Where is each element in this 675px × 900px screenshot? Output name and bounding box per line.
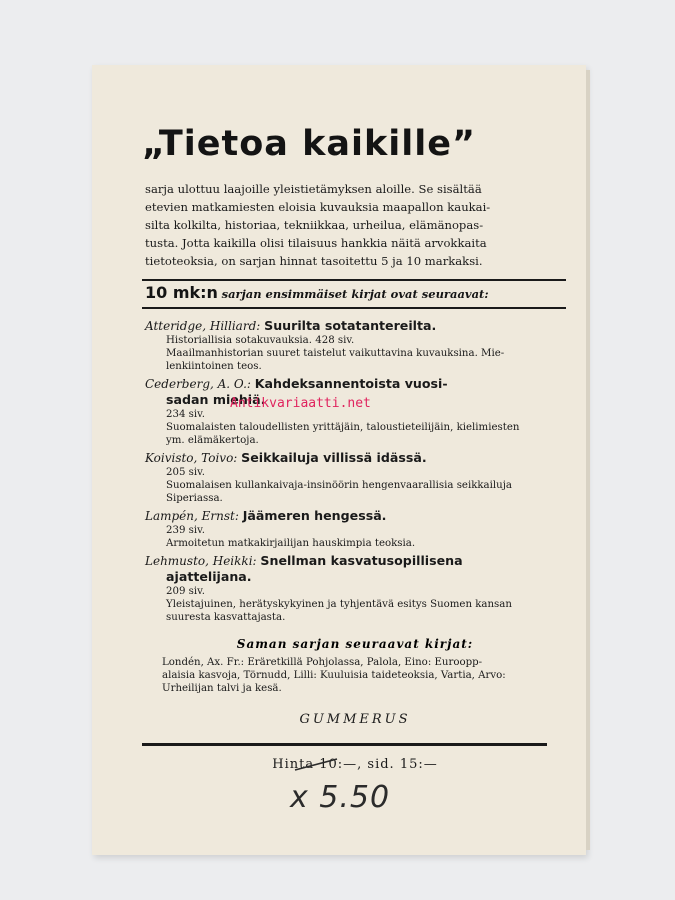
book-title: Suurilta sotatantereilta. [264,318,437,333]
book-entry [145,508,565,550]
price-heading [145,283,570,302]
book-entry [145,318,565,373]
book-title-cont: sadan miehiä. [166,392,266,407]
watermark-text: Antikvariaatti.net [230,396,371,411]
book-author: Atteridge, Hilliard: [145,319,261,333]
book-desc-line: Armoitetun matkakirjailijan hauskimpia teoksia. [166,538,416,549]
book-author: Cederberg, A. O.: [145,377,251,391]
price-text: Hinta 10:—, sid. 15:— [272,757,438,772]
book-desc-line: Suomalaisen kullankaivaja-insinöörin hengenvaarallisia seikkailuja [166,480,512,491]
divider-rule [142,743,547,746]
book-desc-line: 209 siv. [166,586,205,597]
series-line: alaisia kasvoja, Törnudd, Lilli: Kuuluisia taideteoksia, Vartia, Arvo: [162,670,506,681]
book-title-cont: ajattelijana. [166,569,252,584]
divider-rule [142,279,566,281]
book-entry [145,376,565,447]
book-list [145,318,565,627]
handwritten-price: x 5.50 [290,780,391,815]
book-desc-line: Suomalaisten taloudellisten yrittäjäin, taloustieteilijäin, kielimiesten [166,422,520,433]
series-line: Urheilijan talvi ja kesä. [162,683,282,694]
book-desc-line: suuresta kasvattajasta. [166,612,286,623]
intro-paragraph [145,180,565,270]
divider-rule [142,307,566,309]
book-author: Koivisto, Toivo: [145,451,238,465]
book-page-edge [586,70,590,850]
series-line: Londén, Ax. Fr.: Eräretkillä Pohjolassa, Palola, Eino: Euroopp- [162,657,483,668]
series-heading: Saman sarjan seuraavat kirjat: [236,637,474,651]
book-desc-line: 205 siv. [166,467,205,478]
book-author: Lehmusto, Heikki: [145,554,257,568]
book-desc-line: 239 siv. [166,525,205,536]
book-desc-line: Historiallisia sotakuvauksia. 428 siv. [166,335,355,346]
publisher-name: GUMMERUS [299,712,411,727]
book-desc-line: Siperiassa. [166,493,223,504]
book-desc-line: 234 siv. [166,409,205,420]
price-heading-text: sarjan ensimmäiset kirjat ovat seuraavat: [221,287,489,301]
series-title: „Tietoa kaikille” [142,124,476,164]
intro-line: tusta. Jotta kaikilla olisi tilaisuus hankkia näitä arvokkaita [145,236,487,250]
book-desc-line: lenkiintoinen teos. [166,361,262,372]
intro-line: sarja ulottuu laajoille yleistietämyksen aloille. Se sisältää [145,182,482,196]
book-desc-line: Maailmanhistorian suuret taistelut vaikuttavina kuvauksina. Mie- [166,348,505,359]
book-title: Snellman kasvatusopillisena [260,553,463,568]
book-title: Seikkailuja villissä idässä. [241,450,427,465]
book-title: Kahdeksannentoista vuosi- [254,376,448,391]
book-entry [145,450,565,505]
price-heading-amount: 10 mk:n [145,283,218,302]
book-desc-line: Yleistajuinen, herätyskykyinen ja tyhjentävä esitys Suomen kansan [166,599,512,610]
book-title: Jäämeren hengessä. [242,508,387,523]
intro-line: silta kolkilta, historiaa, tekniikkaa, urheilua, elämänopas- [145,218,484,232]
series-list [162,656,562,695]
intro-line: tietoteoksia, on sarjan hinnat tasoitettu 5 ja 10 markaksi. [145,254,483,268]
intro-line: etevien matkamiesten eloisia kuvauksia maapallon kaukai- [145,200,491,214]
book-desc-line: ym. elämäkertoja. [166,435,259,446]
book-author: Lampén, Ernst: [145,509,239,523]
handwritten-strike [291,754,341,774]
book-entry [145,553,565,624]
